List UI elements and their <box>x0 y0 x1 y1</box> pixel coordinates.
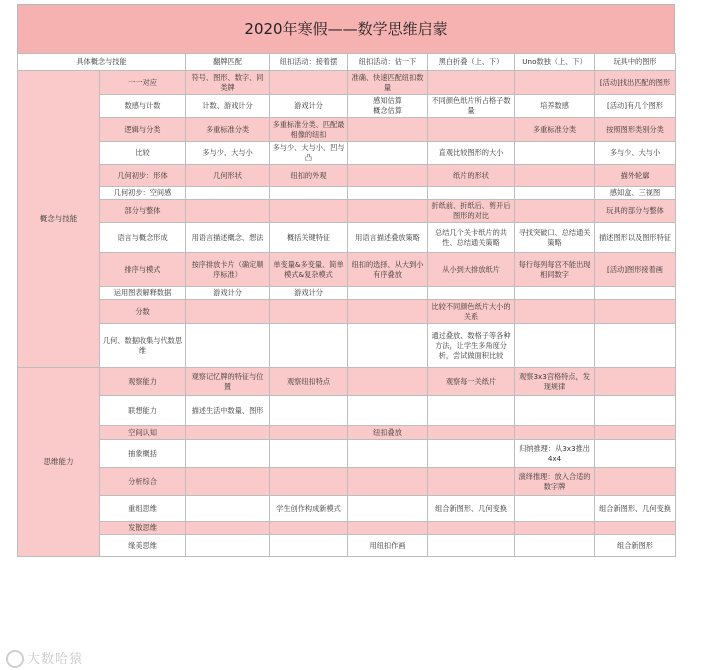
table-cell <box>186 496 270 522</box>
table-row <box>18 468 676 496</box>
table-row <box>18 300 676 324</box>
table-cell: 观察3x3宫格特点，发现规律 <box>515 368 595 396</box>
table-cell <box>348 165 428 187</box>
table-cell: 直观比较图形的大小 <box>428 142 515 165</box>
table-cell <box>515 496 595 522</box>
table-cell: 按序排放卡片（确定顺序标准） <box>186 253 270 287</box>
table-cell <box>270 440 348 468</box>
table-cell <box>595 440 676 468</box>
table-row <box>18 253 676 287</box>
table-cell <box>270 300 348 324</box>
sheet-title: 2020年寒假——数学思维启蒙 <box>17 4 675 53</box>
table-cell: [活动]找出匹配的图形 <box>595 71 676 95</box>
row-label: 逻辑与分类 <box>100 118 186 142</box>
table-cell: [活动]有几个图形 <box>595 95 676 118</box>
table-cell: 描外轮廓 <box>595 165 676 187</box>
table-row <box>18 118 676 142</box>
table-cell: 纽扣叠放 <box>348 426 428 440</box>
table-cell: [活动]图形接着画 <box>595 253 676 287</box>
table-cell: 游戏计分 <box>270 95 348 118</box>
header-cell: 纽扣活动：估一下 <box>348 54 428 71</box>
table-cell <box>595 300 676 324</box>
table-cell <box>428 440 515 468</box>
table-row <box>18 71 676 95</box>
table-cell: 归纳推理：从3x3推出4x4 <box>515 440 595 468</box>
table-cell <box>270 535 348 557</box>
table-row <box>18 165 676 187</box>
table-cell: 计数、游戏计分 <box>186 95 270 118</box>
header-cell: 翻牌匹配 <box>186 54 270 71</box>
table-row <box>18 200 676 223</box>
table-cell <box>186 535 270 557</box>
table-cell: 感知估算 概念估算 <box>348 95 428 118</box>
table-row <box>18 287 676 300</box>
table-row <box>18 368 676 396</box>
table-cell: 多与少、大与小、凹与凸 <box>270 142 348 165</box>
curriculum-sheet <box>17 0 675 557</box>
table-cell: 折纸前、折纸后、剪开后图形的对比 <box>428 200 515 223</box>
table-row <box>18 324 676 368</box>
table-cell: 用语言描述叠放策略 <box>348 223 428 253</box>
table-row <box>18 187 676 200</box>
table-cell <box>186 300 270 324</box>
table-cell: 描述图形以及图形特征 <box>595 223 676 253</box>
table-cell <box>270 200 348 223</box>
row-label: 分析综合 <box>100 468 186 496</box>
table-cell: 游戏计分 <box>186 287 270 300</box>
table-cell <box>270 426 348 440</box>
watermark <box>6 648 83 669</box>
header-row <box>18 54 676 71</box>
table-cell: 单变量&多变量、简单模式&复杂模式 <box>270 253 348 287</box>
table-row <box>18 440 676 468</box>
category-thinking: 思维能力 <box>18 368 100 557</box>
table-cell <box>595 287 676 300</box>
table-cell <box>595 368 676 396</box>
table-cell <box>348 324 428 368</box>
table-cell <box>515 142 595 165</box>
table-cell <box>515 535 595 557</box>
table-cell <box>428 187 515 200</box>
table-cell <box>348 468 428 496</box>
table-cell <box>348 440 428 468</box>
table-cell <box>348 522 428 535</box>
table-cell: 按照图形类别分类 <box>595 118 676 142</box>
row-label: 部分与整体 <box>100 200 186 223</box>
table-cell <box>595 522 676 535</box>
table-cell <box>595 426 676 440</box>
table-cell: 学生创作构成新模式 <box>270 496 348 522</box>
table-cell: 观察纽扣特点 <box>270 368 348 396</box>
table-cell: 玩具的部分与整体 <box>595 200 676 223</box>
table-cell <box>428 287 515 300</box>
table-cell <box>515 300 595 324</box>
table-cell: 培养数感 <box>515 95 595 118</box>
table-cell <box>595 396 676 426</box>
table-cell <box>348 396 428 426</box>
table-cell: 组合新图形 <box>595 535 676 557</box>
table-cell <box>428 535 515 557</box>
row-label: 一一对应 <box>100 71 186 95</box>
table-cell: 寻找突破口、总结通关策略 <box>515 223 595 253</box>
table-cell: 感知盒、三视图 <box>595 187 676 200</box>
table-cell <box>270 71 348 95</box>
table-cell <box>515 187 595 200</box>
table-cell: 从小到大排放纸片 <box>428 253 515 287</box>
table-cell <box>270 468 348 496</box>
table-cell: 每行每列每宫不能出现相同数字 <box>515 253 595 287</box>
table-cell <box>186 440 270 468</box>
table-cell <box>348 368 428 396</box>
watermark-logo-icon <box>6 650 24 668</box>
table-cell: 演绎推理：放入合适的数字牌 <box>515 468 595 496</box>
table-cell: 观察记忆牌的特征与位置 <box>186 368 270 396</box>
table-cell: 纸片的形状 <box>428 165 515 187</box>
row-label: 数感与计数 <box>100 95 186 118</box>
table-cell <box>186 187 270 200</box>
table-cell <box>515 287 595 300</box>
table-cell <box>186 426 270 440</box>
table-row <box>18 142 676 165</box>
table-cell: 描述生活中数量、图形 <box>186 396 270 426</box>
table-cell <box>348 300 428 324</box>
table-cell <box>515 324 595 368</box>
table-cell <box>186 468 270 496</box>
table-cell: 多重标准分类 <box>515 118 595 142</box>
table-cell <box>428 522 515 535</box>
table-cell <box>348 496 428 522</box>
row-label: 语言与概念形成 <box>100 223 186 253</box>
table-cell: 多与少、大与小 <box>186 142 270 165</box>
table-cell <box>348 200 428 223</box>
table-cell <box>595 324 676 368</box>
category-concept: 概念与技能 <box>18 71 100 368</box>
table-cell <box>348 287 428 300</box>
table-cell <box>515 165 595 187</box>
row-label: 联想能力 <box>100 396 186 426</box>
row-label: 几何初步：空间感 <box>100 187 186 200</box>
row-label: 几何初步：形体 <box>100 165 186 187</box>
table-cell: 不同颜色纸片所占格子数量 <box>428 95 515 118</box>
table-cell <box>515 396 595 426</box>
table-cell <box>428 71 515 95</box>
table-cell: 组合新图形、几何变换 <box>428 496 515 522</box>
table-cell: 观察每一关纸片 <box>428 368 515 396</box>
table-cell <box>270 324 348 368</box>
table-row <box>18 95 676 118</box>
table-cell: 游戏计分 <box>270 287 348 300</box>
table-cell: 多重标准分类 <box>186 118 270 142</box>
table-cell <box>270 396 348 426</box>
table-cell: 组合新图形、几何变换 <box>595 496 676 522</box>
curriculum-table <box>17 53 676 557</box>
table-cell: 多重标准分类、匹配最相像的纽扣 <box>270 118 348 142</box>
table-cell <box>348 187 428 200</box>
table-cell <box>186 522 270 535</box>
row-label: 运用图表解释数据 <box>100 287 186 300</box>
table-cell <box>348 142 428 165</box>
row-label: 重组思维 <box>100 496 186 522</box>
table-cell <box>270 522 348 535</box>
table-row <box>18 535 676 557</box>
table-cell: 几何形状 <box>186 165 270 187</box>
table-row <box>18 522 676 535</box>
table-row <box>18 426 676 440</box>
row-label: 几何、数据收集与代数思维 <box>100 324 186 368</box>
table-cell <box>428 118 515 142</box>
table-cell <box>348 118 428 142</box>
table-cell: 多与少、大与小 <box>595 142 676 165</box>
table-cell <box>515 71 595 95</box>
table-row <box>18 223 676 253</box>
table-cell <box>186 200 270 223</box>
row-label: 发散思维 <box>100 522 186 535</box>
header-cell: Uno数独（上、下） <box>515 54 595 71</box>
table-cell: 用语言描述概念、想法 <box>186 223 270 253</box>
watermark-text: 大数哈猿 <box>27 652 84 667</box>
row-label: 排序与模式 <box>100 253 186 287</box>
row-label: 观察能力 <box>100 368 186 396</box>
header-cell: 玩具中的图形 <box>595 54 676 71</box>
table-cell <box>515 426 595 440</box>
table-cell <box>428 396 515 426</box>
row-label: 空间认知 <box>100 426 186 440</box>
header-cell: 具体概念与技能 <box>18 54 186 71</box>
table-cell: 总结几个关卡纸片的共性、总结通关策略 <box>428 223 515 253</box>
table-cell: 概括关键特征 <box>270 223 348 253</box>
table-cell: 比较不同颜色纸片大小的关系 <box>428 300 515 324</box>
table-cell <box>595 468 676 496</box>
row-label: 分数 <box>100 300 186 324</box>
table-row <box>18 496 676 522</box>
row-label: 抽象概括 <box>100 440 186 468</box>
header-cell: 纽扣活动：接着摆 <box>270 54 348 71</box>
table-cell: 通过叠放、数格子等各种方法，让学生多角度分析，尝试做面积比较 <box>428 324 515 368</box>
table-cell <box>515 200 595 223</box>
table-cell: 准确、快速匹配纽扣数量 <box>348 71 428 95</box>
table-cell: 纽扣的外观 <box>270 165 348 187</box>
table-cell <box>428 426 515 440</box>
table-cell: 用纽扣作画 <box>348 535 428 557</box>
table-cell <box>270 187 348 200</box>
table-cell <box>515 522 595 535</box>
row-label: 比较 <box>100 142 186 165</box>
table-row <box>18 396 676 426</box>
table-cell <box>186 324 270 368</box>
table-cell: 纽扣的选择、从大到小有序叠放 <box>348 253 428 287</box>
table-cell: 符号、图形、数字、同类牌 <box>186 71 270 95</box>
row-label: 缘美思维 <box>100 535 186 557</box>
header-cell: 黑白折叠（上、下） <box>428 54 515 71</box>
table-cell <box>428 468 515 496</box>
